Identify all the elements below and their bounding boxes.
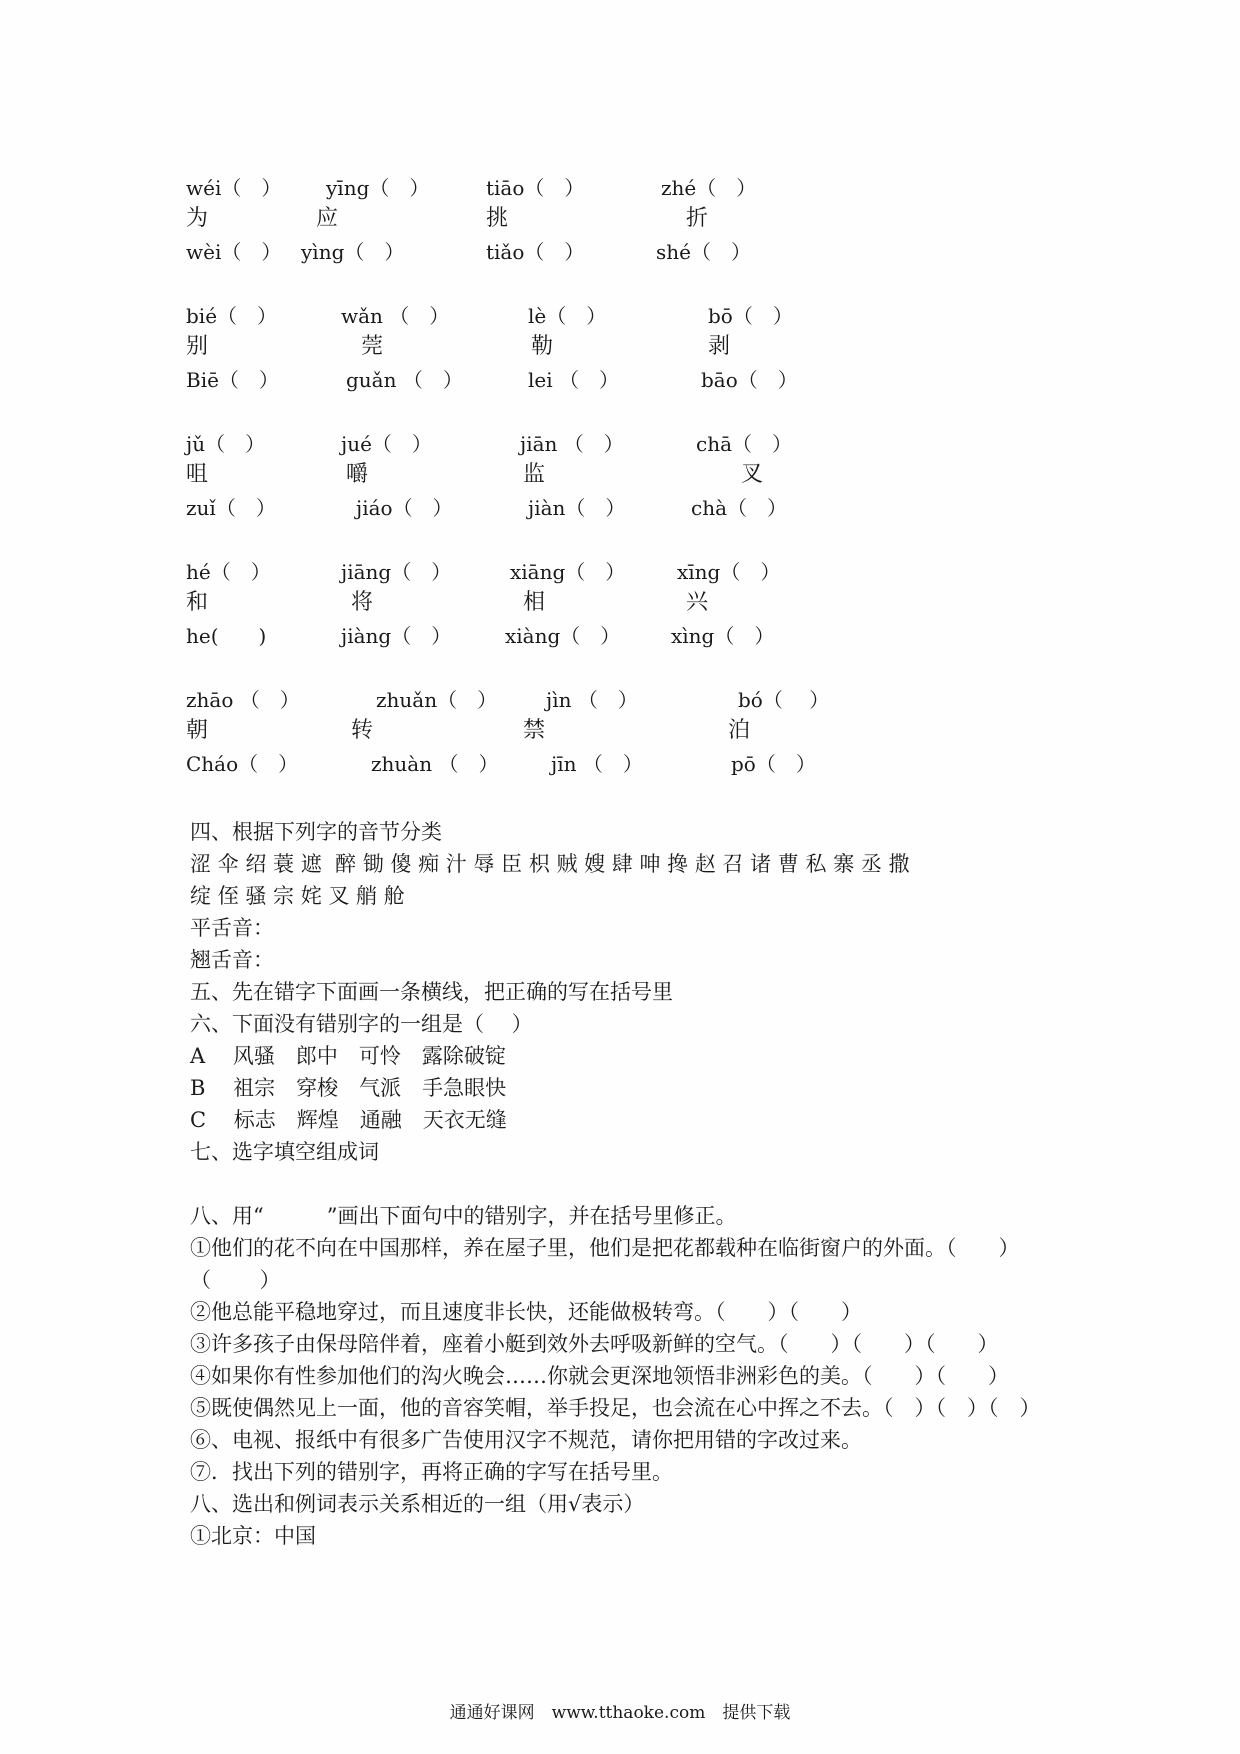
polyphone-char: 朝: [186, 718, 209, 743]
polyphone-char: 折: [686, 206, 709, 231]
polyphone-char: 监: [523, 462, 546, 487]
polyphone-char: 和: [186, 590, 209, 615]
text-line: 六、下面没有错别字的一组是（ ）: [190, 1012, 533, 1036]
polyphone-char: 应: [316, 206, 339, 231]
text-line: 四、根据下列字的音节分类: [190, 820, 442, 844]
text-line: 绽 侄 骚 宗 姹 叉 艄 舱: [190, 884, 405, 908]
pinyin-bottom: jiàng（ ）: [341, 624, 452, 648]
pinyin-top: wéi（ ）: [186, 176, 282, 200]
page-footer: 通通好课网 www.tthaoke.com 提供下载: [449, 1703, 791, 1723]
pinyin-bottom: bāo（ ）: [701, 368, 798, 392]
polyphone-char: 泊: [728, 718, 751, 743]
pinyin-top: jìn （ ）: [546, 688, 638, 712]
polyphone-char: 叉: [741, 462, 764, 487]
polyphone-char: 禁: [523, 718, 546, 743]
pinyin-top: jǔ（ ）: [186, 432, 266, 456]
pinyin-top: zhāo （ ）: [186, 688, 300, 712]
pinyin-bottom: yìng（ ）: [301, 240, 405, 264]
text-line: （ ）: [190, 1268, 281, 1292]
pinyin-bottom: Cháo（ ）: [186, 752, 299, 776]
pinyin-bottom: shé（ ）: [656, 240, 751, 264]
pinyin-top: zhé（ ）: [661, 176, 757, 200]
pinyin-top: zhuǎn（ ）: [376, 688, 498, 712]
pinyin-bottom: pō（ ）: [731, 752, 816, 776]
polyphone-char: 兴: [686, 590, 709, 615]
text-line: 五、先在错字下面画一条横线，把正确的写在括号里: [190, 980, 673, 1004]
text-line: 翘舌音：: [190, 948, 274, 972]
polyphone-char: 别: [186, 334, 209, 359]
text-line: ⑦．找出下列的错别字，再将正确的字写在括号里。: [190, 1460, 673, 1484]
text-line: 八、用“ ”画出下面句中的错别字，并在括号里修正。: [190, 1204, 737, 1228]
pinyin-bottom: zhuàn （ ）: [371, 752, 499, 776]
pinyin-top: jué（ ）: [341, 432, 432, 456]
pinyin-bottom: Biē（ ）: [186, 368, 279, 392]
text-line: 平舌音：: [190, 916, 274, 940]
pinyin-top: chā（ ）: [696, 432, 793, 456]
polyphone-char: 勒: [531, 334, 554, 359]
pinyin-top: wǎn （ ）: [341, 304, 450, 328]
polyphone-char: 相: [523, 590, 546, 615]
pinyin-top: xīng（ ）: [677, 560, 781, 584]
pinyin-top: yīng（ ）: [326, 176, 430, 200]
pinyin-bottom: guǎn （ ）: [346, 368, 463, 392]
text-line: 涩 伞 绍 蓑 遮 醉 锄 傻 痴 汁 辱 臣 枳 贼 嫂 肆 呻 搀 赵 召 诸 曹 私 寨 丞 撒: [190, 852, 910, 876]
polyphone-char: 咀: [186, 462, 209, 487]
pinyin-top: bié（ ）: [186, 304, 278, 328]
pinyin-bottom: xiàng（ ）: [505, 624, 621, 648]
text-line: B 祖宗 穿梭 气派 手急眼快: [190, 1076, 507, 1100]
polyphone-char: 嚼: [346, 462, 369, 487]
pinyin-bottom: tiǎo（ ）: [486, 240, 585, 264]
pinyin-bottom: lei （ ）: [528, 368, 619, 392]
text-line: ③许多孩子由保母陪伴着，座着小艇到效外去呼吸新鲜的空气。（ ）（ ）（ ）: [190, 1332, 999, 1356]
pinyin-top: bó（ ）: [738, 688, 830, 712]
polyphone-char: 转: [351, 718, 374, 743]
pinyin-top: bō（ ）: [708, 304, 793, 328]
polyphone-char: 莞: [361, 334, 384, 359]
pinyin-top: jiān （ ）: [520, 432, 624, 456]
polyphone-char: 挑: [486, 206, 509, 231]
text-line: C 标志 辉煌 通融 天衣无缝: [190, 1108, 507, 1132]
text-line: 七、选字填空组成词: [190, 1140, 379, 1164]
polyphone-char: 为: [186, 206, 209, 231]
text-line: ④如果你有性参加他们的沟火晚会……你就会更深地领悟非洲彩色的美。（ ）（ ）: [190, 1364, 1009, 1388]
pinyin-bottom: zuǐ（ ）: [186, 496, 276, 520]
pinyin-bottom: jiàn（ ）: [528, 496, 626, 520]
pinyin-bottom: chà（ ）: [691, 496, 788, 520]
pinyin-bottom: xìng（ ）: [671, 624, 775, 648]
pinyin-bottom: jīn （ ）: [551, 752, 643, 776]
pinyin-bottom: jiáo（ ）: [356, 496, 453, 520]
polyphone-char: 将: [351, 590, 374, 615]
text-line: ①北京：中国: [190, 1524, 316, 1548]
pinyin-bottom: he( ): [186, 624, 267, 648]
text-line: ⑤既使偶然见上一面，他的音容笑帽，举手投足，也会流在心中挥之不去。（ ）（ ）（ ）: [190, 1396, 1041, 1420]
text-line: 八、选出和例词表示关系相近的一组（用√表示）: [190, 1492, 645, 1516]
pinyin-top: tiāo（ ）: [486, 176, 585, 200]
pinyin-top: lè（ ）: [528, 304, 607, 328]
pinyin-top: xiāng（ ）: [510, 560, 626, 584]
text-line: ⑥、电视、报纸中有很多广告使用汉字不规范，请你把用错的字改过来。: [190, 1428, 862, 1452]
text-line: ①他们的花不向在中国那样，养在屋子里，他们是把花都载种在临街窗户的外面。（ ）: [190, 1236, 1020, 1260]
text-line: ②他总能平稳地穿过，而且速度非长快，还能做极转弯。（ ）（ ）: [190, 1300, 862, 1324]
pinyin-bottom: wèi（ ）: [186, 240, 282, 264]
pinyin-top: jiāng（ ）: [341, 560, 452, 584]
polyphone-char: 剥: [708, 334, 731, 359]
pinyin-top: hé（ ）: [186, 560, 271, 584]
text-line: A 风骚 郎中 可怜 露除破锭: [190, 1044, 506, 1068]
